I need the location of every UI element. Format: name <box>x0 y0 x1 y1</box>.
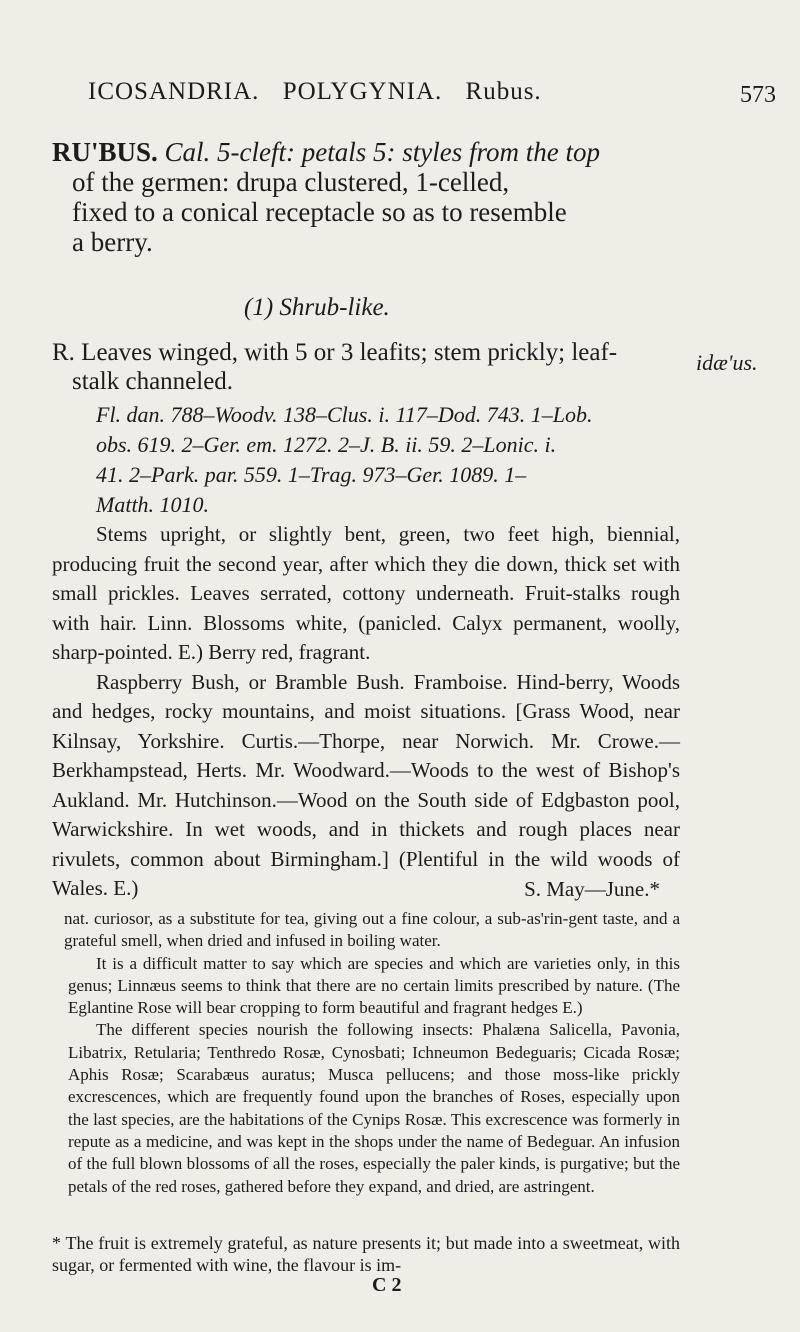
footnote: * The fruit is extremely grateful, as nature presents it; but made into a sweetmeat, with sugar, or fermented with wine, the flavour is im- <box>52 1233 680 1275</box>
signature-mark: C 2 <box>372 1274 402 1296</box>
description-paragraph-1: Stems upright, or slightly bent, green, two feet high, biennial, producing fruit the second year, after which they die down, thick set with small prickles. Leaves serrated, cottony underneath. Fruit-stalks rough with hair. Linn. Blossoms white, (panicled. Calyx permanent, woolly, sharp-pointed. E.) Berry red, fragrant. <box>52 522 680 664</box>
species-line-1: R. Leaves winged, with 5 or 3 leafits; stem prickly; leaf- <box>52 339 618 366</box>
genus-description <box>52 137 680 257</box>
section-heading: (1) Shrub-like. <box>244 294 390 321</box>
notes-paragraph-1: nat. curiosor, as a substitute for tea, giving out a fine colour, a sub-as'rin-gent taste, and a grateful smell, when dried and infused in boiling water. <box>64 909 680 951</box>
description <box>52 520 680 904</box>
reference-line-1: Fl. dan. 788–Woodv. 138–Clus. i. 117–Dod. 743. 1–Lob. <box>96 402 593 427</box>
description-paragraph-2: Raspberry Bush, or Bramble Bush. Framboise. Hind-berry, Woods and hedges, rocky mountains, and moist situations. [Grass Wood, near Kilnsay, Yorkshire. Curtis.—Thorpe, near Norwich. Mr. Crowe.—Berkhampstead, Herts. Mr. Woodward.—Woods to the west of Bishop's Aukland. Mr. Hutchinson.—Wood on the South side of Edgbaston pool, Warwickshire. In wet woods, and in thickets and rough places near rivulets, common about Birmingham.] (Plentiful in the wild woods of Wales. E.) <box>52 669 680 900</box>
references <box>96 400 680 520</box>
reference-line-4: Matth. 1010. <box>96 492 210 517</box>
running-head <box>88 78 588 106</box>
notes <box>52 908 680 1198</box>
genus-title: RU'BUS. <box>52 137 158 167</box>
species-diagnosis <box>52 338 680 396</box>
genus-line-4: a berry. <box>72 227 153 257</box>
reference-line-3: 41. 2–Park. par. 559. 1–Trag. 973–Ger. 1089. 1– <box>96 462 527 487</box>
page-number: 573 <box>740 82 776 108</box>
flowering-season: S. May—June.* <box>524 876 660 901</box>
genus-name: Rubus. <box>465 78 542 105</box>
notes-paragraph-2: It is a difficult matter to say which are species and which are varieties only, in this genus; Linnæus seems to think that there are no certain limits prescribed by nature. (The Eglantine Rose will bear cropping to form beautiful and fragrant hedges E.) <box>68 953 680 1018</box>
species-line-2: stalk channeled. <box>72 368 234 395</box>
species-pronunciation: idæ'us. <box>696 350 758 375</box>
genus-line-1: Cal. 5-cleft: petals 5: styles from the top <box>164 137 600 167</box>
genus-line-2: of the germen: drupa clustered, 1-celled, <box>72 167 510 197</box>
order-name: POLYGYNIA. <box>282 78 443 105</box>
reference-line-2: obs. 619. 2–Ger. em. 1272. 2–J. B. ii. 59. 2–Lonic. i. <box>96 432 557 457</box>
notes-paragraph-3: The different species nourish the following insects: Phalæna Salicella, Pavonia, Libatrix, Retularia; Tenthredo Rosæ, Cynosbati; Ichneumon Bedeguaris; Cicada Rosæ; Aphis Rosæ; Scarabæus auratus; Musca pellucens; and those moss-like prickly excrescences, which are frequently found upon the branches of Roses, especially upon the last species, are the habitations of the Cynips Rosæ. This excrescence was formerly in repute as a medicine, and was kept in the shops under the name of Bedeguar. An infusion of the full blown blossoms of all the roses, especially the paler kinds, is purgative; but the petals of the red roses, gathered before they expand, and dried, are astringent. <box>68 1020 680 1196</box>
genus-line-3: fixed to a conical receptacle so as to resemble <box>72 197 567 227</box>
class-name: ICOSANDRIA. <box>88 78 260 105</box>
